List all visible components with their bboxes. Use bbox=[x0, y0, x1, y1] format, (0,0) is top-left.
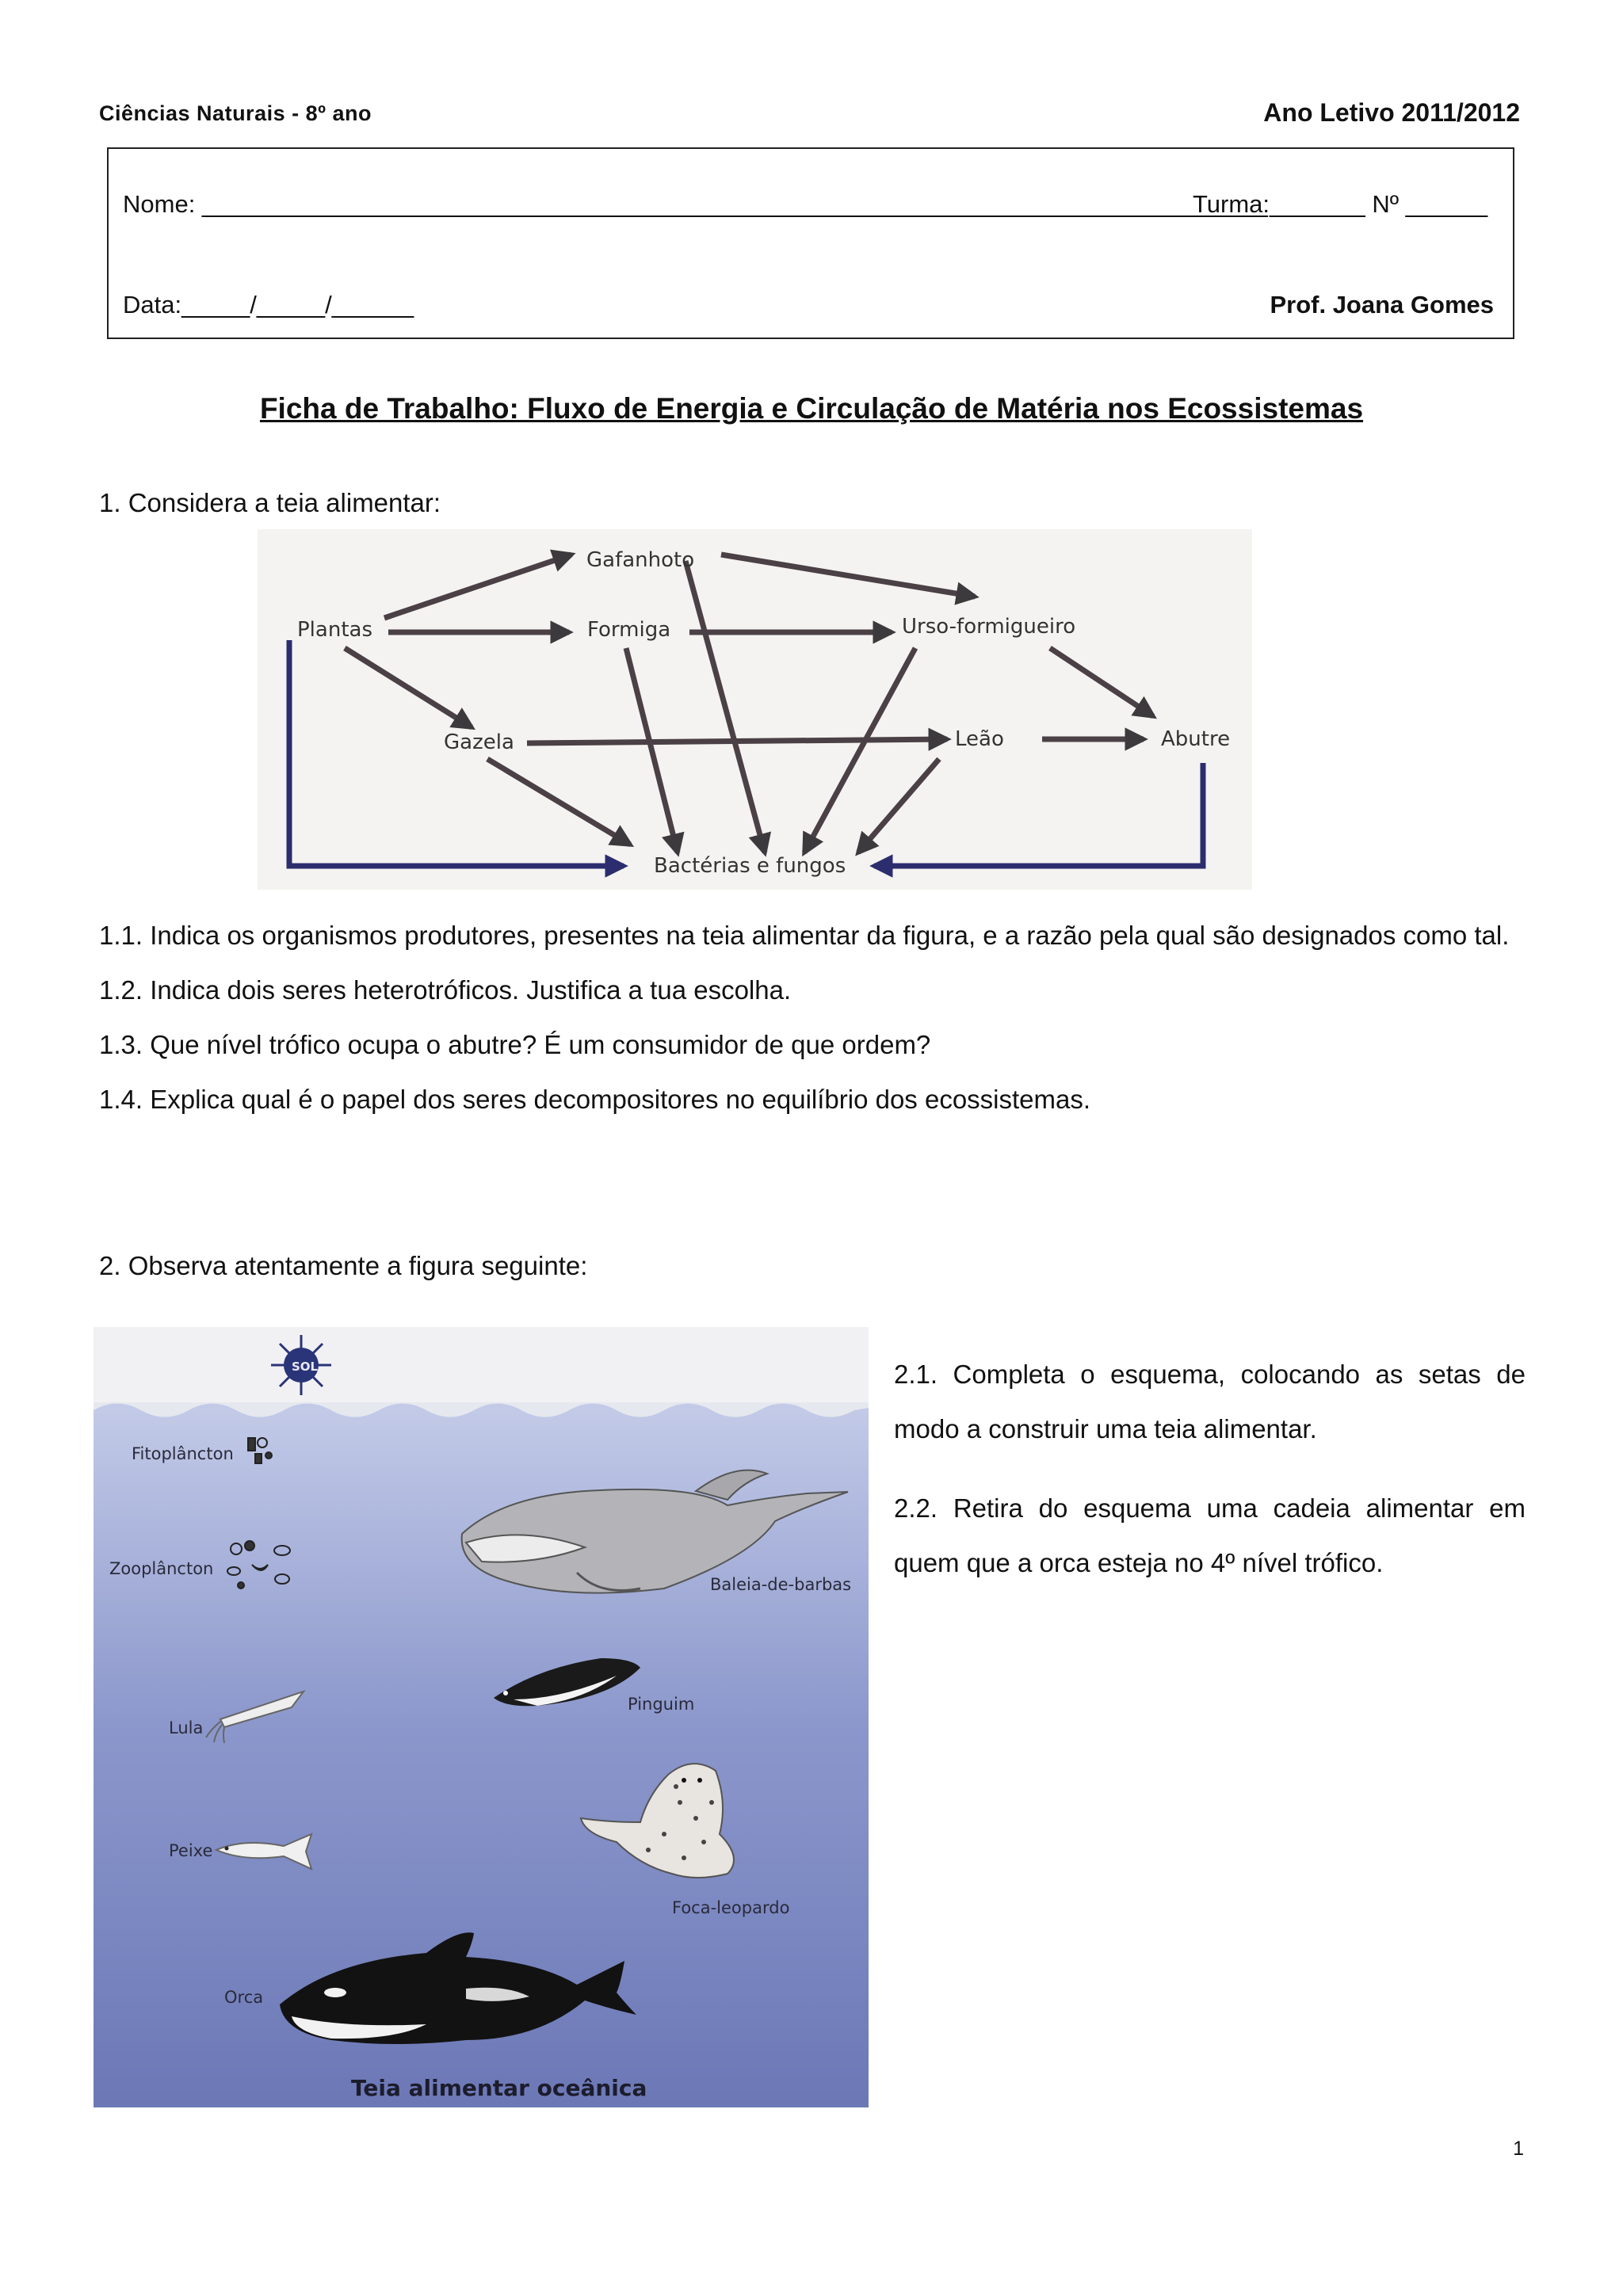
label-zooplancton: Zooplâncton bbox=[109, 1559, 214, 1578]
question-2-intro: 2. Observa atentamente a figura seguinte: bbox=[99, 1251, 588, 1280]
question-1-2: 1.2. Indica dois seres heterotróficos. Justifica a tua escolha. bbox=[99, 975, 792, 1005]
class-number-field[interactable]: Turma:_______ Nº ______ bbox=[1193, 190, 1488, 218]
sun-label: SOL bbox=[292, 1360, 319, 1374]
question-2-side-text bbox=[894, 1347, 1526, 1615]
question-2-1: 2.1. Completa o esquema, colocando as setas de modo a construir uma teia alimentar. bbox=[894, 1360, 1526, 1444]
label-foca: Foca-leopardo bbox=[672, 1898, 790, 1917]
worksheet-title: Ficha de Trabalho: Fluxo de Energia e Circulação de Matéria nos Ecossistemas bbox=[259, 392, 1364, 425]
arrow-gazela-leao bbox=[527, 739, 947, 743]
school-year-header: Ano Letivo 2011/2012 bbox=[1263, 98, 1520, 127]
question-1-1: 1.1. Indica os organismos produtores, presentes na teia alimentar da figura, e a razão pela qual são designados como tal. bbox=[99, 921, 1510, 950]
node-gazela: Gazela bbox=[444, 730, 514, 754]
name-field[interactable]: Nome: ______________________________________________________________________________ bbox=[123, 190, 1268, 218]
label-baleia: Baleia-de-barbas bbox=[710, 1575, 852, 1594]
node-leao: Leão bbox=[955, 727, 1004, 751]
date-field[interactable]: Data:_____/_____/______ bbox=[123, 291, 414, 318]
node-plantas: Plantas bbox=[297, 618, 372, 642]
label-peixe: Peixe bbox=[169, 1841, 213, 1860]
teacher-name: Prof. Joana Gomes bbox=[1270, 291, 1494, 318]
node-formiga: Formiga bbox=[587, 618, 671, 642]
question-1-4: 1.4. Explica qual é o papel dos seres decompositores no equilíbrio dos ecossistemas. bbox=[99, 1085, 1091, 1114]
question-1-list bbox=[99, 908, 1526, 1127]
subject-header: Ciências Naturais - 8º ano bbox=[99, 101, 372, 125]
node-urso-formigueiro: Urso-formigueiro bbox=[902, 615, 1076, 639]
label-lula: Lula bbox=[169, 1718, 204, 1737]
node-gafanhoto: Gafanhoto bbox=[586, 548, 695, 572]
question-1-3: 1.3. Que nível trófico ocupa o abutre? É um consumidor de que ordem? bbox=[99, 1030, 931, 1059]
food-web-diagram bbox=[258, 529, 1252, 890]
figure-caption: Teia alimentar oceânica bbox=[351, 2075, 647, 2101]
node-decompositores: Bactérias e fungos bbox=[654, 854, 846, 878]
page-number: 1 bbox=[1513, 2138, 1524, 2160]
label-pinguim: Pinguim bbox=[628, 1695, 695, 1714]
question-1-intro: 1. Considera a teia alimentar: bbox=[99, 488, 441, 517]
sun-icon bbox=[271, 1335, 331, 1395]
question-2-2: 2.2. Retira do esquema uma cadeia alimentar em quem que a orca esteja no 4º nível trófico. bbox=[894, 1493, 1526, 1577]
label-orca: Orca bbox=[224, 1988, 264, 2007]
node-abutre: Abutre bbox=[1161, 727, 1231, 751]
label-fitoplancton: Fitoplâncton bbox=[132, 1444, 234, 1463]
ocean-food-web-figure bbox=[94, 1327, 869, 2107]
